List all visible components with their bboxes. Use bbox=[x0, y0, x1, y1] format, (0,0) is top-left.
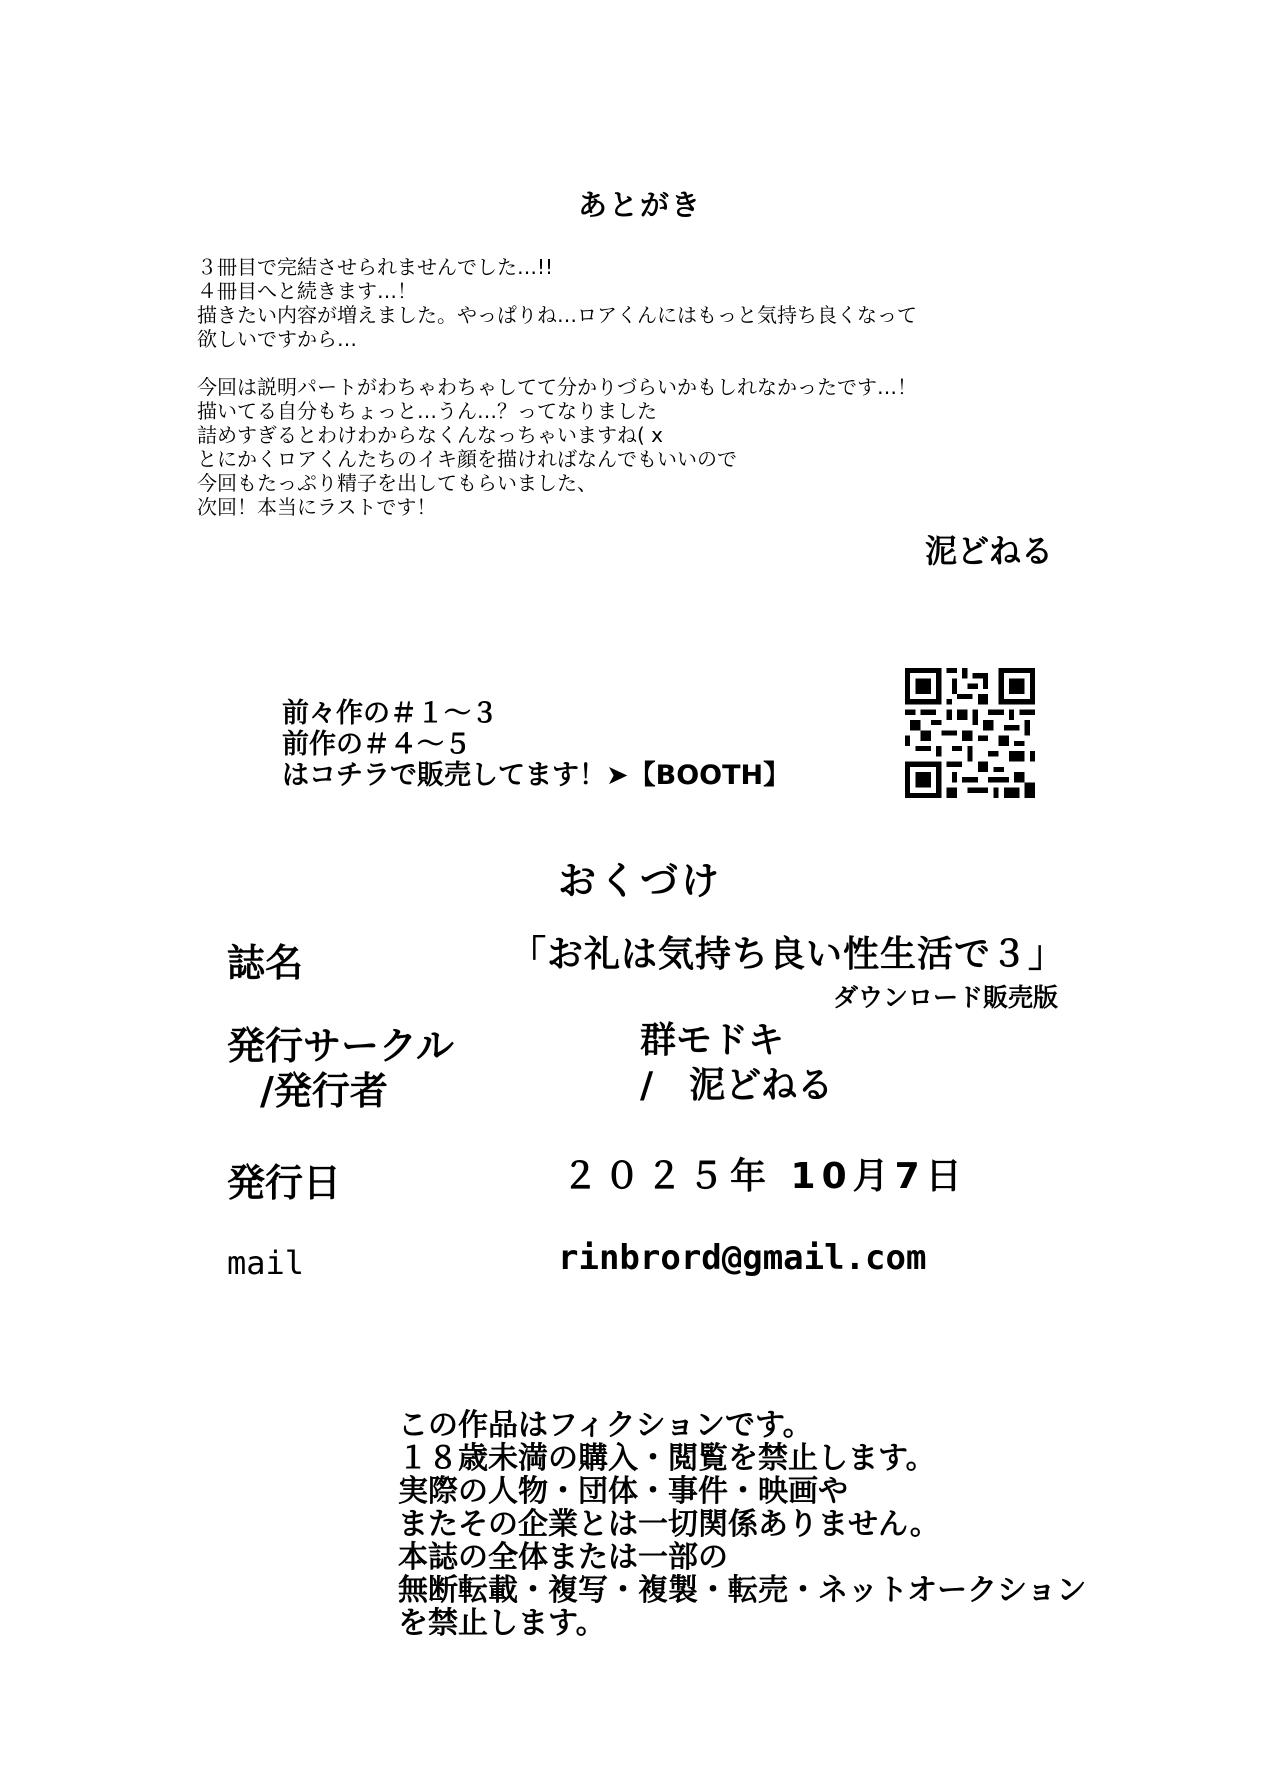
afterword-line: 描きたい内容が増えました。やっぱりね…ロアくんにはもっと気持ち良くなって bbox=[197, 303, 917, 327]
booth-line: はコチラで販売してます！➤【BOOTH】 bbox=[282, 760, 791, 791]
disclaimer-line: 本誌の全体または一部の bbox=[398, 1540, 728, 1575]
booth-line: 前々作の＃１～３ bbox=[282, 698, 498, 729]
publisher-label: /発行者 bbox=[260, 1069, 388, 1113]
afterword-title: あとがき bbox=[577, 188, 702, 222]
disclaimer bbox=[398, 1409, 1087, 1640]
title-value: 「お礼は気持ち良い性生活で３」 bbox=[510, 934, 1066, 975]
afterword-line: 今回は説明パートがわちゃわちゃしてて分かりづらいかもしれなかったです…！ bbox=[197, 375, 917, 399]
afterword-line: 欲しいですから… bbox=[197, 327, 357, 351]
date-value: ２０２５年 10月7日 bbox=[562, 1156, 968, 1197]
circle-value: 群モドキ bbox=[640, 1020, 785, 1061]
qr-code-icon[interactable] bbox=[905, 668, 1035, 798]
afterword-line: ３冊目で完結させられませんでした…!! bbox=[197, 255, 554, 279]
date-label: 発行日 bbox=[227, 1161, 342, 1205]
booth-notice bbox=[282, 698, 790, 791]
edition-label: ダウンロード販売版 bbox=[833, 983, 1059, 1012]
disclaimer-line: またその企業とは一切関係ありません。 bbox=[398, 1507, 940, 1542]
afterword-line: ４冊目へと続きます…！ bbox=[197, 279, 417, 303]
colophon-title: おくづけ bbox=[557, 859, 722, 903]
disclaimer-line: １８歳未満の購入・閲覧を禁止します。 bbox=[398, 1441, 936, 1476]
mail-label: mail bbox=[227, 1244, 305, 1282]
mail-value[interactable]: rinbrord@gmail.com bbox=[558, 1238, 927, 1278]
disclaimer-line: を禁止します。 bbox=[398, 1606, 606, 1641]
circle-label: 発行サークル bbox=[227, 1024, 454, 1068]
booth-line: 前作の＃４～５ bbox=[282, 729, 471, 760]
afterword-line: 次回！本当にラストです！ bbox=[197, 495, 437, 519]
afterword-line: とにかくロアくんたちのイキ顔を描ければなんでもいいので bbox=[197, 447, 737, 471]
title-label: 誌名 bbox=[227, 941, 304, 985]
afterword-line bbox=[197, 351, 1077, 375]
publisher-value: / 泥どねる bbox=[640, 1065, 834, 1106]
disclaimer-line: この作品はフィクションです。 bbox=[398, 1408, 813, 1443]
disclaimer-line: 実際の人物・団体・事件・映画や bbox=[398, 1474, 848, 1509]
afterword-body bbox=[197, 255, 1077, 519]
disclaimer-line: 無断転載・複写・複製・転売・ネットオークション bbox=[398, 1573, 1087, 1608]
afterword-line: 詰めすぎるとわけわからなくんなっちゃいますね( x bbox=[197, 423, 663, 447]
author-signature: 泥どねる bbox=[925, 532, 1054, 570]
afterword-line: 描いてる自分もちょっと…うん…？ってなりました bbox=[197, 399, 657, 423]
afterword-line: 今回もたっぷり精子を出してもらいました、 bbox=[197, 471, 597, 495]
